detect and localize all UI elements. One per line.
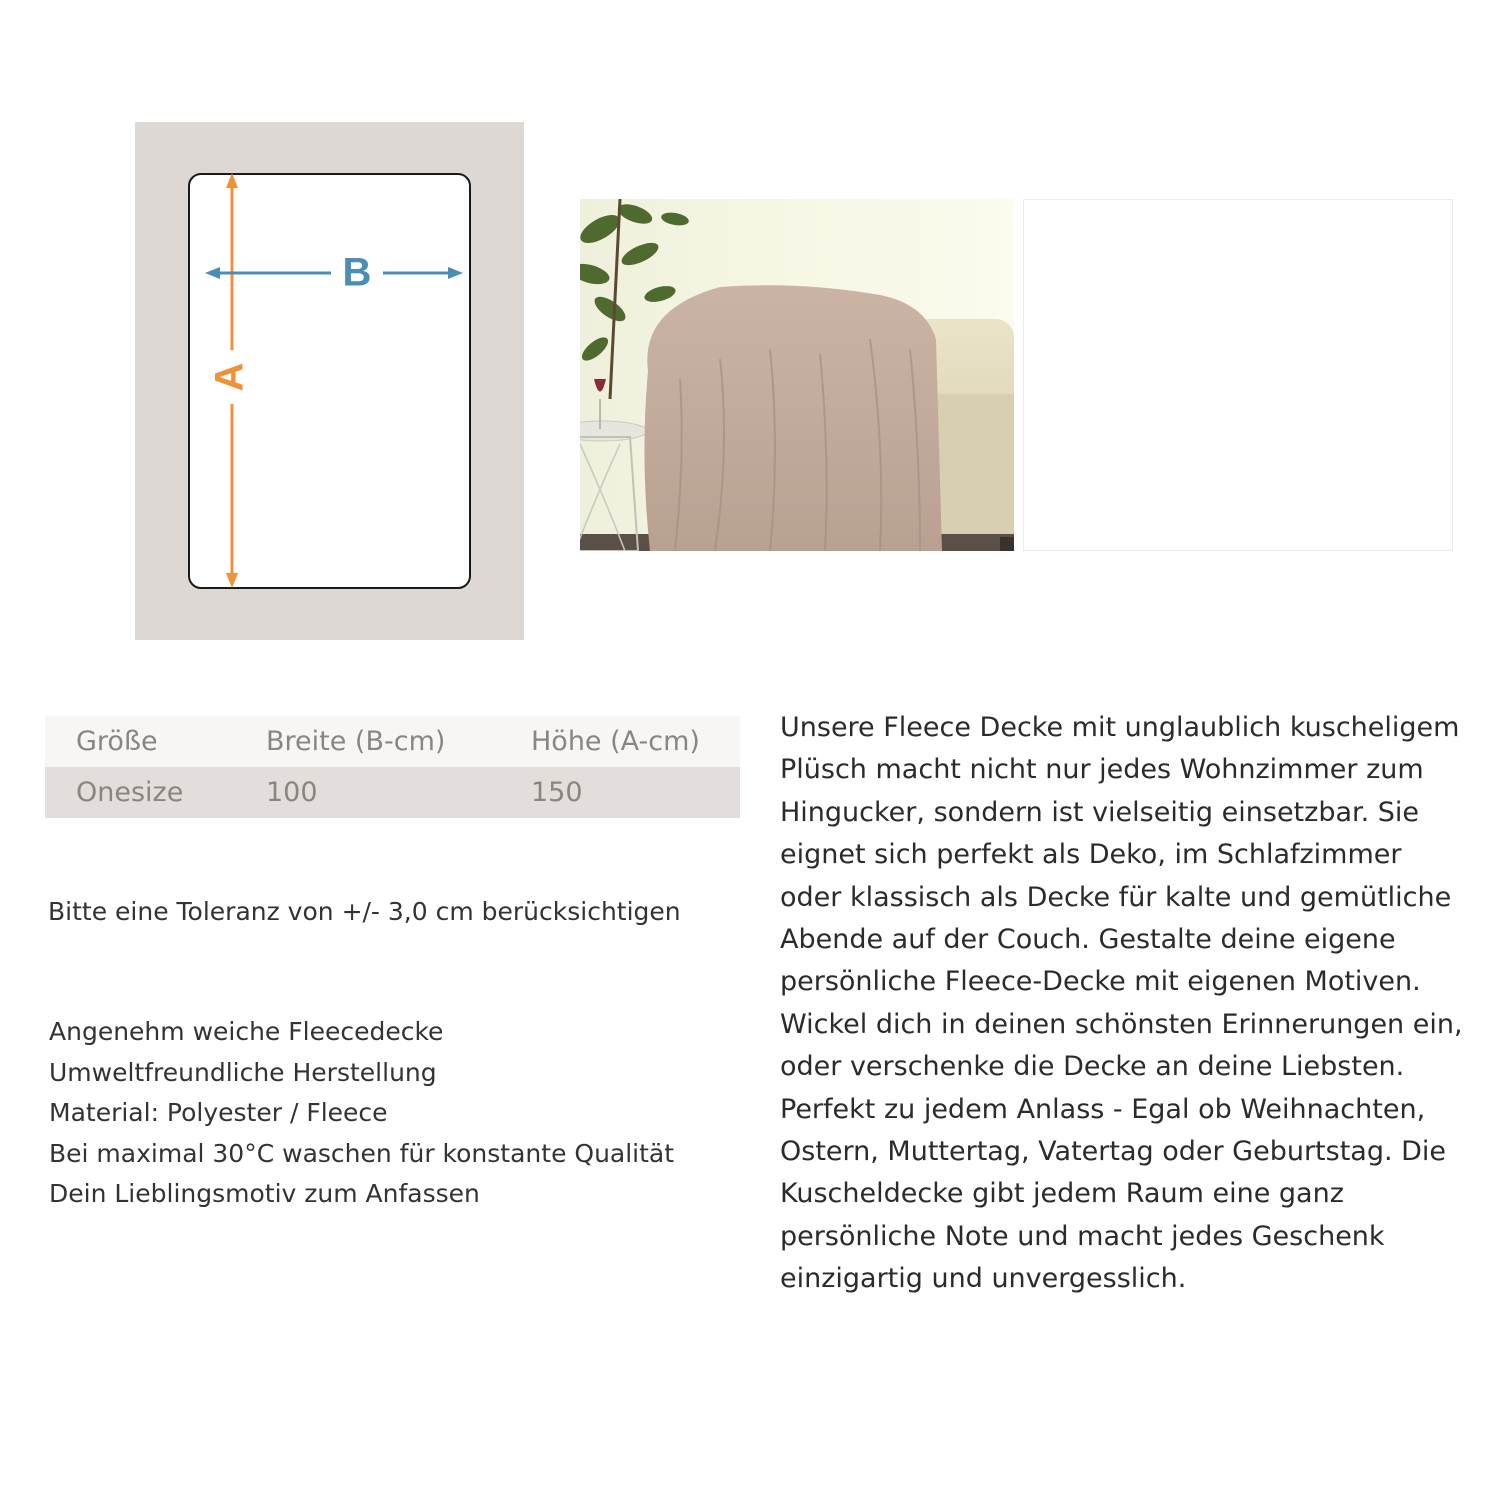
size-table [45,716,740,818]
blank-image-frame [1023,199,1453,551]
cell-height: 150 [531,777,583,808]
blanket-dimension-drawing [135,122,524,640]
tolerance-note: Bitte eine Toleranz von +/- 3,0 cm berücksichtigen [48,897,681,926]
list-item: Dein Lieblingsmotiv zum Anfassen [49,1179,480,1208]
label-a: A [207,362,252,392]
list-item: Angenehm weiche Fleecedecke [49,1017,444,1046]
list-item: Bei maximal 30°C waschen für konstante Qualität [49,1138,675,1168]
table-row [45,767,740,818]
list-item: Umweltfreundliche Herstellung [49,1057,437,1087]
label-b: B [342,250,372,295]
header-size: Größe [76,726,158,757]
product-photo [580,199,1014,551]
list-item: Material: Polyester / Fleece [49,1098,388,1127]
header-width: Breite (B-cm) [266,726,446,757]
cell-width: 100 [266,777,318,808]
product-description: Unsere Fleece Decke mit unglaublich kuscheligem Plüsch macht nicht nur jedes Wohnzimmer zum Hingucker, sondern ist vielseitig einsetzbar. Sie eignet sich perfekt als Deko, im Schlafzimmer oder klassisch als Decke für kalte und gemütliche Abende auf der Couch. Gestalte deine eigene persönliche Fleece-Decke mit eigenen Motiven. Wickel dich in deinen schönsten Erinnerungen ein, oder verschenke die Decke an deine Liebsten. Perfekt zu jedem Anlass - Egal ob Weihnachten, Ostern, Muttertag, Vatertag oder Geburtstag. Die Kuscheldecke gibt jedem Raum eine ganz persönliche Note und macht jedes Geschenk einzigartig und unvergesslich. [780,712,1463,1295]
cell-size: Onesize [76,777,184,808]
dimension-diagram [135,122,524,640]
table-header-row [45,716,740,767]
header-height: Höhe (A-cm) [531,726,700,757]
feature-list [49,1012,674,1215]
blanket-on-sofa-illustration [580,199,1014,551]
